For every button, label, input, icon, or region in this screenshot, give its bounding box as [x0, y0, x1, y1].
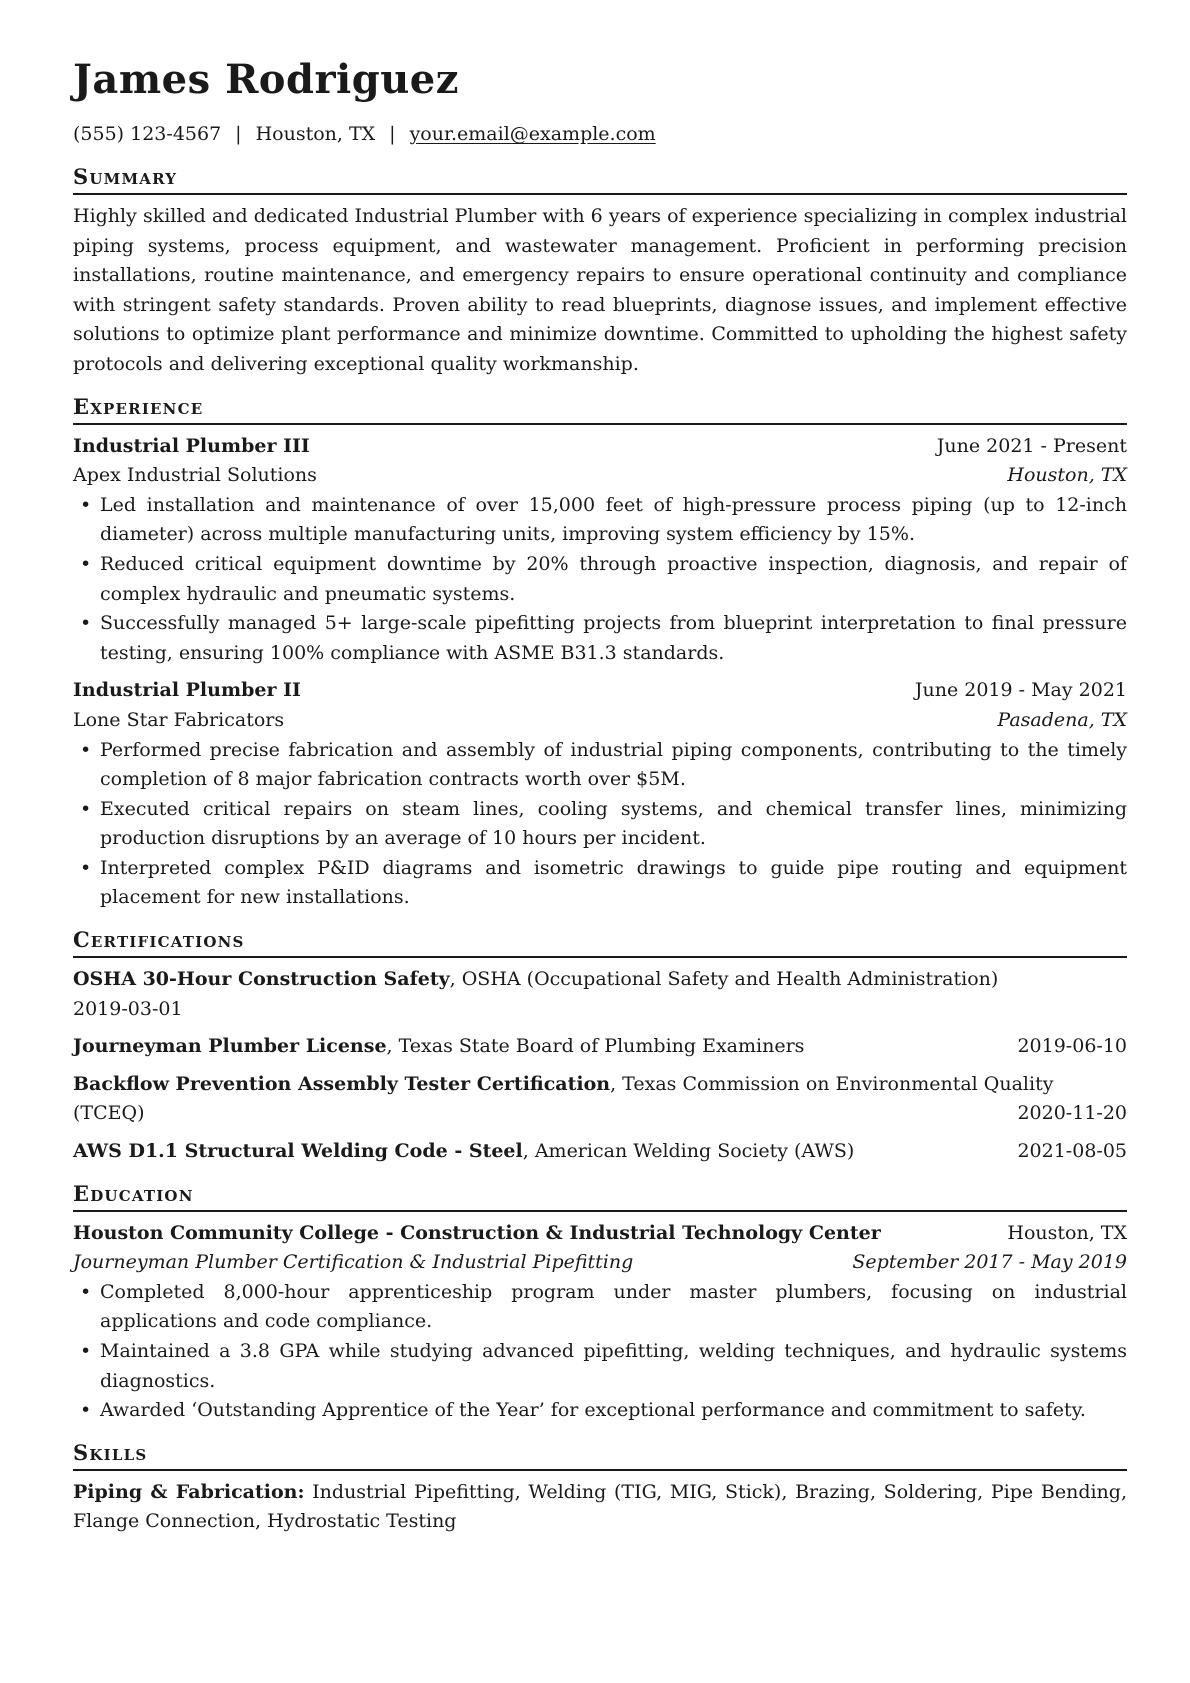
section-title-skills: Skills — [73, 1440, 1127, 1471]
contact-line — [73, 122, 1127, 146]
bullet-text: Executed critical repairs on steam lines, cooling systems, and chemical transfer lines, minimizing production disruptions by an average of 10 hours per incident. — [100, 797, 1127, 850]
bullet-text: Led installation and maintenance of over 15,000 feet of high-pressure process piping (up to 12-inch diameter) across multiple manufacturing units, improving system efficiency by 15%. — [100, 493, 1127, 546]
school-name: Houston Community College - Construction & Industrial Technology Center — [73, 1221, 881, 1244]
candidate-name: James Rodriguez — [73, 56, 459, 103]
job-company: Lone Star Fabricators — [73, 708, 285, 731]
bullet-text: Performed precise fabrication and assembly of industrial piping components, contributing to the timely completion of 8 major fabrication contracts worth over $5M. — [100, 738, 1127, 791]
section-title-certifications: Certifications — [73, 927, 1127, 958]
job-bullets — [73, 736, 1127, 914]
job-role: Industrial Plumber II — [73, 679, 301, 702]
bullet-icon: • — [80, 612, 92, 635]
list-item — [73, 795, 1127, 854]
education-bullets — [73, 1278, 1127, 1426]
experience-entry — [73, 432, 1127, 669]
bullet-icon: • — [80, 1280, 92, 1303]
certification-issuer-cont: (TCEQ) — [73, 1102, 145, 1125]
certification-issuer: , Texas State Board of Plumbing Examiners — [386, 1035, 805, 1058]
list-item — [73, 1396, 1127, 1426]
list-item — [73, 491, 1127, 550]
bullet-text: Reduced critical equipment downtime by 20% through proactive inspection, diagnosis, and repair of complex hydraulic and pneumatic systems. — [100, 552, 1127, 605]
bullet-icon: • — [80, 493, 92, 516]
job-company-row — [73, 461, 1127, 491]
section-title-experience: Experience — [73, 394, 1127, 425]
bullet-text: Successfully managed 5+ large-scale pipefitting projects from blueprint interpretation to final pressure testing, ensuring 100% compliance with ASME B31.3 standards. — [100, 612, 1127, 664]
job-location: Pasadena, TX — [997, 708, 1127, 731]
contact-separator: | — [235, 123, 242, 145]
phone-number: (555) 123-4567 — [73, 123, 222, 145]
certification-issuer: , American Welding Society (AWS) — [522, 1140, 855, 1163]
certification-item — [73, 1070, 1127, 1129]
program-dates: September 2017 - May 2019 — [852, 1251, 1127, 1274]
bullet-text: Interpreted complex P&ID diagrams and isometric drawings to guide pipe routing and equipment placement for new installations. — [100, 856, 1127, 909]
skills-value: Industrial Pipefitting, Welding (TIG, MIG, Stick), Brazing, Soldering, Pipe Bending, Flange Connection, Hydrostatic Testing — [73, 1480, 1127, 1533]
list-item — [73, 736, 1127, 795]
bullet-text: Maintained a 3.8 GPA while studying advanced pipefitting, welding techniques, and hydraulic systems diagnostics. — [100, 1340, 1127, 1392]
bullet-icon: • — [80, 1399, 92, 1422]
email-link[interactable]: your.email@example.com — [409, 123, 656, 145]
school-location: Houston, TX — [1007, 1221, 1127, 1244]
job-company-row — [73, 706, 1127, 736]
certification-date: 2019-03-01 — [73, 997, 183, 1020]
bullet-icon: • — [80, 856, 92, 879]
contact-location: Houston, TX — [255, 123, 376, 145]
list-item — [73, 609, 1127, 668]
certification-date: 2021-08-05 — [1017, 1140, 1127, 1163]
certification-name: OSHA 30-Hour Construction Safety — [73, 968, 450, 991]
bullet-icon: • — [80, 552, 92, 575]
job-bullets — [73, 491, 1127, 669]
list-item — [73, 1278, 1127, 1337]
resume-page — [73, 56, 1127, 1537]
job-company: Apex Industrial Solutions — [73, 464, 317, 487]
list-item — [73, 854, 1127, 913]
certification-issuer: , OSHA (Occupational Safety and Health Administration) — [449, 968, 999, 991]
certification-issuer: , Texas Commission on Environmental Quality — [610, 1072, 1054, 1095]
certifications-list — [73, 965, 1127, 1167]
bullet-text: Completed 8,000-hour apprenticeship program under master plumbers, focusing on industrial applications and code compliance. — [100, 1280, 1127, 1333]
certification-item — [73, 1032, 1127, 1062]
list-item — [73, 550, 1127, 609]
section-title-education: Education — [73, 1181, 1127, 1212]
certification-name: Backflow Prevention Assembly Tester Certification — [73, 1072, 611, 1095]
bullet-icon: • — [80, 738, 92, 761]
section-title-summary: Summary — [73, 164, 1127, 195]
school-row — [73, 1219, 1127, 1249]
bullet-icon: • — [80, 1340, 92, 1362]
job-dates: June 2019 - May 2021 — [914, 679, 1127, 702]
certification-item — [73, 965, 1127, 1024]
skills-item — [73, 1478, 1127, 1537]
list-item — [73, 1337, 1127, 1396]
job-header-row — [73, 432, 1127, 462]
education-entry — [73, 1219, 1127, 1426]
certification-date: 2019-06-10 — [1017, 1035, 1127, 1058]
certification-item — [73, 1137, 1127, 1167]
job-dates: June 2021 - Present — [936, 434, 1127, 457]
bullet-text: Awarded ‘Outstanding Apprentice of the Year’ for exceptional performance and commitment to safety. — [100, 1399, 1086, 1422]
job-role: Industrial Plumber III — [73, 434, 310, 457]
summary-text: Highly skilled and dedicated Industrial Plumber with 6 years of experience specializing in complex industrial piping systems, process equipment, and wastewater management. Proficient in performing precision installations, routine maintenance, and emergency repairs to ensure operational continuity and compliance with stringent safety standards. Proven ability to read blueprints, diagnose issues, and implement effective solutions to optimize plant performance and minimize downtime. Committed to upholding the highest safety protocols and delivering exceptional quality workmanship. — [73, 205, 1127, 375]
certification-name: AWS D1.1 Structural Welding Code - Steel — [73, 1140, 523, 1163]
program-name: Journeyman Plumber Certification & Industrial Pipefitting — [73, 1251, 634, 1274]
program-row — [73, 1248, 1127, 1278]
contact-separator: | — [389, 123, 396, 145]
skills-label: Piping & Fabrication: — [73, 1480, 305, 1503]
job-header-row — [73, 676, 1127, 706]
bullet-icon: • — [80, 797, 92, 820]
experience-entry — [73, 676, 1127, 913]
certification-date: 2020-11-20 — [1017, 1102, 1127, 1125]
job-location: Houston, TX — [1007, 464, 1127, 487]
certification-name: Journeyman Plumber License — [73, 1035, 387, 1058]
